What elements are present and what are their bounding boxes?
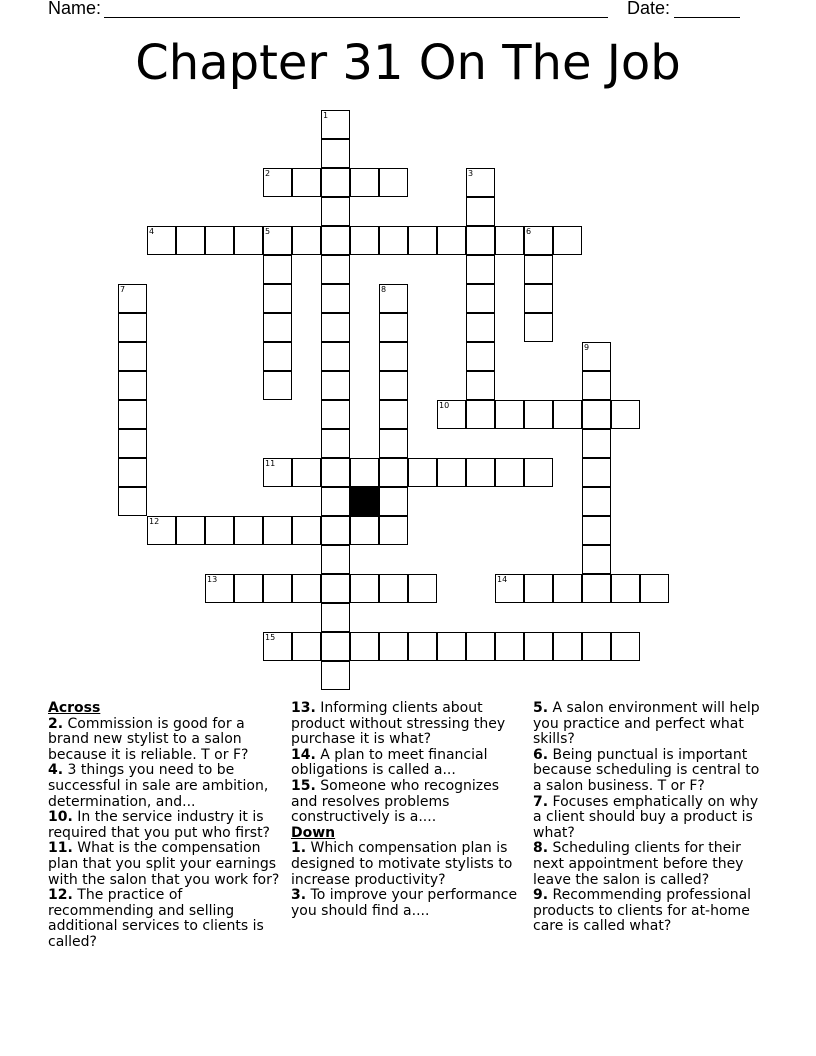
crossword-cell[interactable] — [263, 284, 292, 313]
crossword-cell[interactable] — [524, 632, 553, 661]
crossword-cell[interactable] — [640, 574, 669, 603]
crossword-cell[interactable] — [524, 313, 553, 342]
crossword-cell[interactable] — [466, 371, 495, 400]
crossword-cell[interactable] — [466, 313, 495, 342]
crossword-cell[interactable] — [611, 400, 640, 429]
crossword-cell[interactable] — [553, 400, 582, 429]
crossword-cell[interactable] — [350, 458, 379, 487]
crossword-cell[interactable] — [321, 603, 350, 632]
crossword-cell[interactable] — [263, 342, 292, 371]
crossword-cell[interactable] — [118, 429, 147, 458]
clue-across-13: 13. Informing clients about product without stressing they purchase it is what? — [291, 700, 506, 748]
clue-number: 9 — [584, 343, 590, 352]
clue-down-6: 6. Being punctual is important because scheduling is central to a salon business. T or F? — [533, 746, 760, 794]
crossword-cell[interactable] — [321, 400, 350, 429]
crossword-cell[interactable] — [495, 400, 524, 429]
crossword-cell[interactable] — [147, 516, 176, 545]
crossword-cell[interactable] — [553, 632, 582, 661]
clues-column-2 — [291, 701, 523, 919]
crossword-cell[interactable] — [292, 458, 321, 487]
crossword-cell[interactable] — [379, 168, 408, 197]
crossword-cell[interactable] — [321, 574, 350, 603]
clue-number: 10 — [439, 401, 450, 410]
clue-across-14: 14. A plan to meet financial obligations is called a... — [291, 746, 488, 779]
crossword-cell[interactable] — [379, 516, 408, 545]
clue-across-4: 4. 3 things you need to be successful in sale are ambition, determination, and... — [48, 762, 269, 810]
crossword-cell[interactable] — [321, 168, 350, 197]
crossword-cell[interactable] — [582, 487, 611, 516]
crossword-cell[interactable] — [321, 429, 350, 458]
crossword-cell[interactable] — [350, 632, 379, 661]
crossword-cell[interactable] — [234, 574, 263, 603]
crossword-cell[interactable] — [350, 516, 379, 545]
crossword-cell[interactable] — [466, 458, 495, 487]
clue-number: 1 — [323, 111, 329, 120]
crossword-cell[interactable] — [350, 574, 379, 603]
crossword-cell[interactable] — [524, 400, 553, 429]
clue-across-10: 10. In the service industry it is required that you put who first? — [48, 809, 270, 841]
crossword-cell[interactable] — [321, 487, 350, 516]
crossword-cell[interactable] — [379, 429, 408, 458]
crossword-cell[interactable] — [118, 487, 147, 516]
crossword-cell[interactable] — [321, 342, 350, 371]
clues-column-1 — [48, 701, 280, 951]
crossword-cell[interactable] — [582, 574, 611, 603]
crossword-cell[interactable] — [263, 574, 292, 603]
crossword-cell[interactable] — [524, 226, 553, 255]
crossword-cell[interactable] — [118, 313, 147, 342]
crossword-cell[interactable] — [466, 342, 495, 371]
clue-number: 8 — [381, 285, 387, 294]
crossword-cell[interactable] — [582, 545, 611, 574]
crossword-cell[interactable] — [205, 574, 234, 603]
crossword-cell[interactable] — [495, 574, 524, 603]
crossword-cell[interactable] — [147, 226, 176, 255]
clue-number: 11 — [265, 459, 276, 468]
clue-down-9: 9. Recommending professional products to clients for at-home care is called what? — [533, 887, 752, 935]
crossword-cell[interactable] — [524, 255, 553, 284]
crossword-cell[interactable] — [408, 632, 437, 661]
clue-number: 4 — [149, 227, 155, 236]
crossword-cell[interactable] — [466, 226, 495, 255]
clue-down-5: 5. A salon environment will help you practice and perfect what skills? — [533, 700, 760, 748]
clue-number: 2 — [265, 169, 271, 178]
crossword-cell[interactable] — [118, 371, 147, 400]
crossword-cell[interactable] — [408, 226, 437, 255]
crossword-cell[interactable] — [292, 632, 321, 661]
crossword-cell[interactable] — [263, 226, 292, 255]
crossword-cell[interactable] — [321, 226, 350, 255]
clue-down-3: 3. To improve your performance you should find a.... — [291, 887, 518, 919]
crossword-cell[interactable] — [524, 458, 553, 487]
crossword-cell[interactable] — [321, 255, 350, 284]
crossword-cell[interactable] — [292, 574, 321, 603]
crossword-cell[interactable] — [466, 284, 495, 313]
crossword-cell[interactable] — [263, 255, 292, 284]
crossword-cell[interactable] — [553, 226, 582, 255]
crossword-cell[interactable] — [466, 632, 495, 661]
crossword-cell[interactable] — [205, 226, 234, 255]
crossword-cell[interactable] — [321, 197, 350, 226]
clue-number: 13 — [207, 575, 218, 584]
clue-number: 15 — [265, 633, 276, 642]
crossword-cell[interactable] — [292, 168, 321, 197]
crossword-cell[interactable] — [582, 516, 611, 545]
crossword-cell[interactable] — [321, 545, 350, 574]
clue-number: 14 — [497, 575, 508, 584]
crossword-cell[interactable] — [205, 516, 234, 545]
clue-down-1: 1. Which compensation plan is designed to motivate stylists to increase productivity? — [291, 840, 513, 888]
crossword-cell[interactable] — [263, 168, 292, 197]
crossword-cell[interactable] — [582, 429, 611, 458]
crossword-cell[interactable] — [524, 284, 553, 313]
crossword-cell[interactable] — [582, 400, 611, 429]
crossword-cell[interactable] — [321, 458, 350, 487]
crossword-cell[interactable] — [611, 574, 640, 603]
crossword-cell[interactable] — [379, 371, 408, 400]
crossword-cell[interactable] — [582, 632, 611, 661]
across-heading: Across — [48, 700, 101, 716]
date-label: Date: — [627, 0, 671, 18]
crossword-cell[interactable] — [379, 342, 408, 371]
crossword-cell[interactable] — [263, 458, 292, 487]
crossword-cell[interactable] — [350, 226, 379, 255]
clue-number: 6 — [526, 227, 532, 236]
clue-across-15: 15. Someone who recognizes and resolves problems constructively is a.... — [291, 777, 500, 826]
crossword-cell[interactable] — [321, 632, 350, 661]
crossword-cell[interactable] — [234, 516, 263, 545]
clue-down-8: 8. Scheduling clients for their next appointment before they leave the salon is called? — [533, 840, 744, 888]
clue-across-11: 11. What is the compensation plan that you split your earnings with the salon that you work for? — [48, 840, 280, 888]
clue-number: 12 — [149, 517, 160, 526]
crossword-cell[interactable] — [176, 516, 205, 545]
crossword-cell[interactable] — [379, 487, 408, 516]
crossword-cell[interactable] — [495, 226, 524, 255]
clue-across-2: 2. Commission is good for a brand new stylist to a salon because it is reliable. T or F? — [48, 715, 249, 763]
crossword-cell[interactable] — [408, 458, 437, 487]
crossword-cell[interactable] — [466, 197, 495, 226]
crossword-cell[interactable] — [321, 516, 350, 545]
page-title: Chapter 31 On The Job — [135, 35, 681, 91]
crossword-cell[interactable] — [118, 400, 147, 429]
crossword-cell[interactable] — [466, 255, 495, 284]
crossword-cell[interactable] — [321, 284, 350, 313]
crossword-cell[interactable] — [292, 226, 321, 255]
crossword-cell[interactable] — [437, 632, 466, 661]
clue-across-12: 12. The practice of recommending and selling additional services to clients is called? — [48, 887, 264, 950]
crossword-cell[interactable] — [379, 458, 408, 487]
crossword-cell[interactable] — [437, 458, 466, 487]
crossword-cell[interactable] — [611, 632, 640, 661]
crossword-cell[interactable] — [466, 168, 495, 197]
crossword-cell[interactable] — [495, 632, 524, 661]
crossword-cell[interactable] — [437, 226, 466, 255]
crossword-cell[interactable] — [379, 284, 408, 313]
crossword-cell[interactable] — [321, 110, 350, 139]
crossword-cell[interactable] — [176, 226, 205, 255]
crossword-cell[interactable] — [379, 226, 408, 255]
crossword-cell[interactable] — [379, 632, 408, 661]
name-label: Name: — [48, 0, 102, 18]
crossword-cell[interactable] — [118, 342, 147, 371]
crossword-cell[interactable] — [263, 313, 292, 342]
crossword-cell[interactable] — [408, 574, 437, 603]
crossword-cell[interactable] — [524, 574, 553, 603]
crossword-cell[interactable] — [263, 516, 292, 545]
crossword-cell[interactable] — [118, 284, 147, 313]
crossword-cell[interactable] — [321, 371, 350, 400]
crossword-cell[interactable] — [466, 400, 495, 429]
clue-number: 5 — [265, 227, 271, 236]
clue-number: 7 — [120, 285, 126, 294]
crossword-cell[interactable] — [118, 458, 147, 487]
crossword-cell[interactable] — [582, 458, 611, 487]
crossword-cell[interactable] — [263, 632, 292, 661]
crossword-cell[interactable] — [263, 371, 292, 400]
crossword-cell[interactable] — [379, 574, 408, 603]
clue-number: 3 — [468, 169, 474, 178]
crossword-cell[interactable] — [234, 226, 263, 255]
crossword-cell[interactable] — [379, 400, 408, 429]
crossword-cell[interactable] — [495, 458, 524, 487]
crossword-cell[interactable] — [292, 516, 321, 545]
crossword-cell[interactable] — [321, 139, 350, 168]
down-heading: Down — [291, 824, 336, 841]
crossword-black-cell — [350, 487, 379, 516]
crossword-cell[interactable] — [582, 342, 611, 371]
crossword-cell[interactable] — [350, 168, 379, 197]
crossword-cell[interactable] — [553, 574, 582, 603]
crossword-cell[interactable] — [437, 400, 466, 429]
clues-column-3 — [533, 701, 765, 935]
crossword-cell[interactable] — [321, 313, 350, 342]
clue-down-7: 7. Focuses emphatically on why a client should buy a product is what? — [533, 793, 759, 841]
crossword-cell[interactable] — [582, 371, 611, 400]
crossword-cell[interactable] — [321, 661, 350, 690]
crossword-cell[interactable] — [379, 313, 408, 342]
